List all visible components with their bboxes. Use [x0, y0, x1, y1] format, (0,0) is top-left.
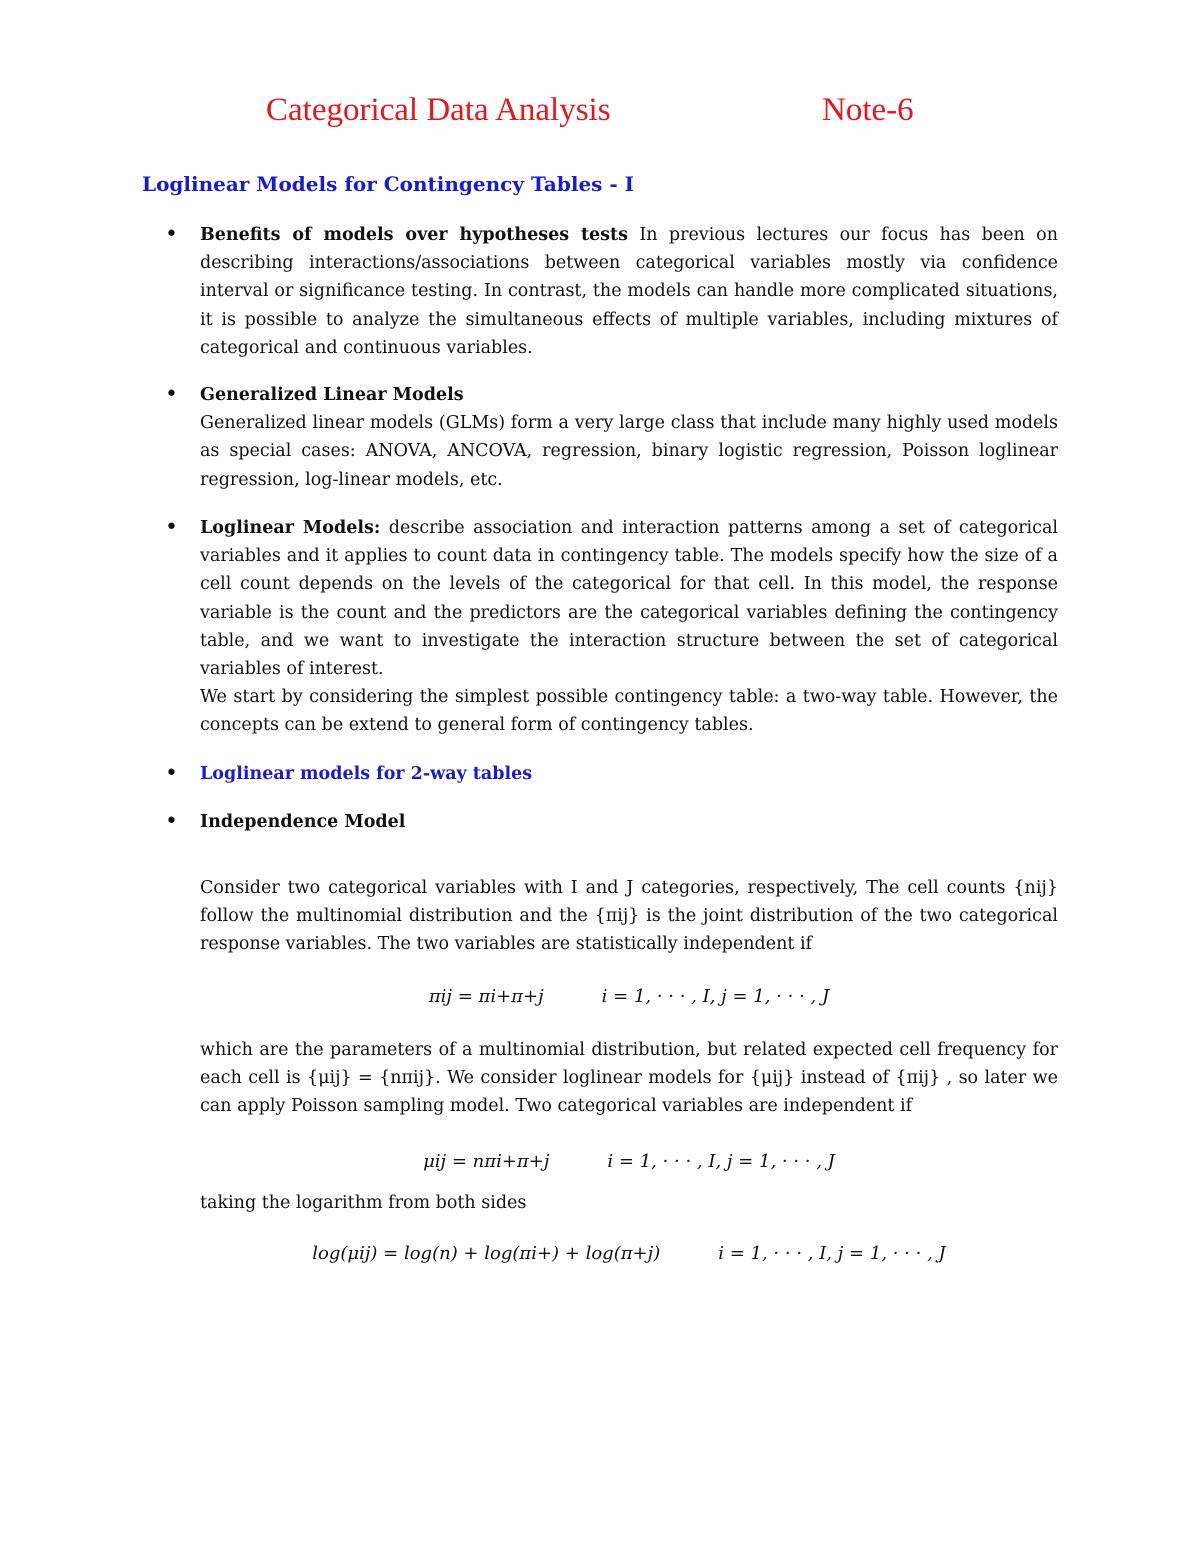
item-heading: Loglinear Models: [200, 518, 381, 538]
item-glm [200, 381, 1058, 494]
item-text-2: We start by considering the simplest possible contingency table: a two-way table. However, the concepts can be extend to general form of contingency tables. [200, 687, 1058, 736]
bullet-icon: • [165, 515, 178, 540]
equation-3 [150, 1240, 1108, 1268]
title-note-number: Note-6 [822, 92, 914, 128]
item-benefits [200, 221, 1058, 362]
item-text: In previous lectures our focus has been on describing interactions/associations between categorical variables mostly via confidence interval or significance testing. In contrast, the models can handle more complicated situations, it is possible to analyze the simultaneous effects of multiple variables, including mixtures of categorical and continuous variables. [200, 225, 1058, 358]
section-heading: Loglinear Models for Contingency Tables - I [142, 172, 635, 196]
document-title [0, 92, 1200, 142]
equation-lhs: log(μij) = log(n) + log(πi+) + log(π+j) [312, 1243, 661, 1264]
item-heading: Benefits of models over hypotheses tests [200, 225, 628, 245]
equation-rhs: i = 1, · · · , I, j = 1, · · · , J [601, 986, 830, 1007]
title-main: Categorical Data Analysis [266, 92, 611, 128]
equation-2 [200, 1148, 1058, 1176]
bullet-icon: • [165, 382, 178, 407]
bullet-icon: • [165, 809, 178, 834]
equation-lhs: μij = nπi+π+j [423, 1151, 550, 1172]
item-twoway [200, 760, 1058, 788]
equation-1 [200, 983, 1058, 1011]
item-heading: Independence Model [200, 812, 406, 832]
item-independence [200, 808, 1058, 836]
equation-rhs: i = 1, · · · , I, j = 1, · · · , J [718, 1243, 946, 1264]
item-heading: Generalized Linear Models [200, 385, 464, 405]
independence-paragraph-1: Consider two categorical variables with I and J categories, respectively, The cell counts {nij} follow the multinomial distribution and the {πij} is the joint distribution of the two categorical response variables. The two variables are statistically independent if [200, 878, 1058, 955]
independence-paragraph-3: taking the logarithm from both sides [200, 1193, 527, 1213]
item-text: Generalized linear models (GLMs) form a very large class that include many highly used models as special cases: ANOVA, ANCOVA, regression, binary logistic regression, Poisson loglinear regression, log-linear models, etc. [200, 413, 1058, 490]
equation-lhs: πij = πi+π+j [428, 986, 544, 1007]
item-loglinear [200, 514, 1058, 740]
independence-paragraph-2: which are the parameters of a multinomial distribution, but related expected cell frequency for each cell is {μij} = {nπij}. We consider loglinear models for {μij} instead of {πij} , so later we can apply Poisson sampling model. Two categorical variables are independent if [200, 1040, 1058, 1117]
bullet-icon: • [165, 222, 178, 247]
item-heading: Loglinear models for 2-way tables [200, 764, 533, 784]
equation-rhs: i = 1, · · · , I, j = 1, · · · , J [607, 1151, 835, 1172]
item-text: describe association and interaction patterns among a set of categorical variables and it applies to count data in contingency table. The models specify how the size of a cell count depends on the levels of the categorical for that cell. In this model, the response variable is the count and the predictors are the categorical variables defining the contingency table, and we want to investigate the interaction structure between the set of categorical variables of interest. [200, 518, 1058, 680]
bullet-icon: • [165, 761, 178, 786]
